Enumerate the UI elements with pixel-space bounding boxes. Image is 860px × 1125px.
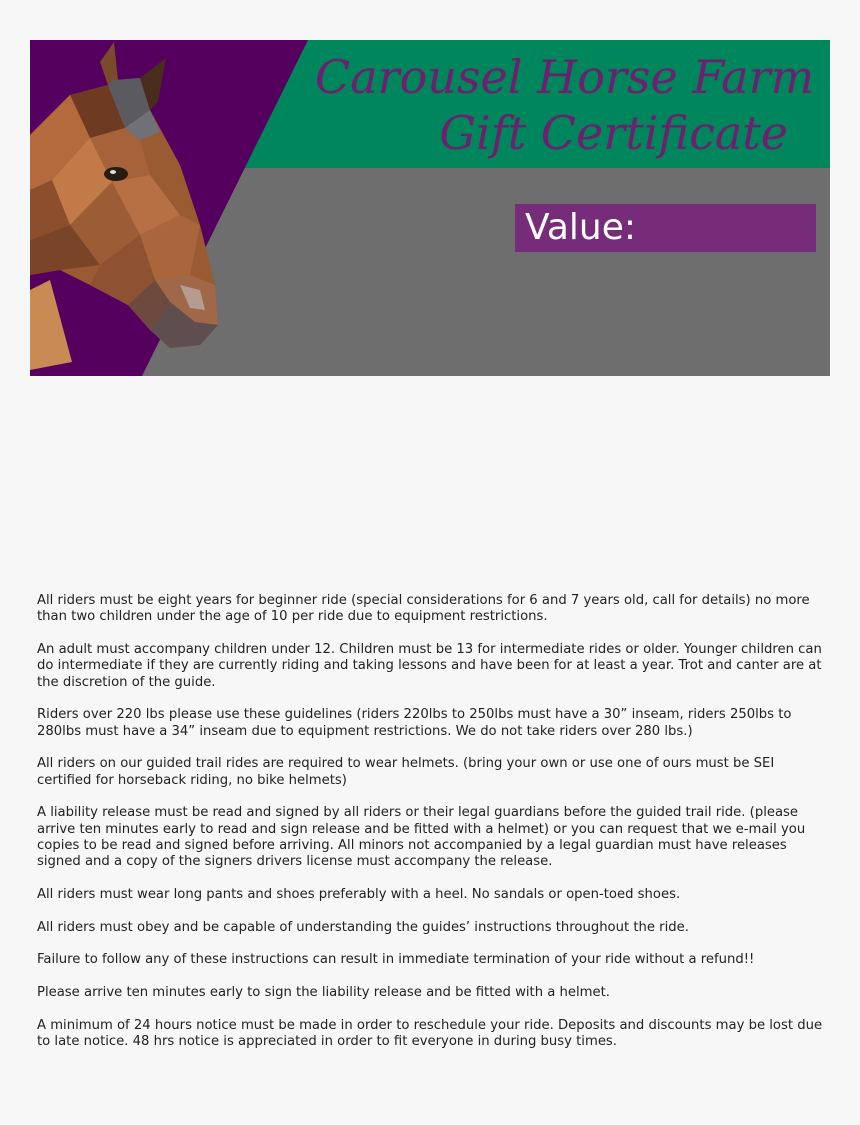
rule-paragraph: Riders over 220 lbs please use these guidelines (riders 220lbs to 250lbs must have a 30” inseam, riders 250lbs to 280lbs must have a 34” inseam due to equipment restrictions. We do not take riders over 280 lbs.) xyxy=(37,707,792,739)
rule-paragraph: All riders on our guided trail rides are required to wear helmets. (bring your own or use one of ours must be SEI certified for horseback riding, no bike helmets) xyxy=(37,756,775,788)
rule-paragraph: All riders must be eight years for beginner ride (special considerations for 6 and 7 years old, call for details) no more than two children under the age of 10 per ride due to equipment restrictions. xyxy=(37,593,810,625)
rule-paragraph: A liability release must be read and signed by all riders or their legal guardians before the guided trail ride. (please arrive ten minutes early to read and sign release and be fitted with a helmet) or you can request that we e-mail you copies to be read and signed before arriving. All minors not accompanied by a legal guardian must have releases signed and a copy of the signers drivers license must accompany the release. xyxy=(37,805,806,870)
certificate-title-line2: Gift Certificate xyxy=(439,106,788,160)
value-field[interactable] xyxy=(515,204,816,252)
rule-paragraph: A minimum of 24 hours notice must be made in order to reschedule your ride. Deposits and discounts may be lost due to late notice. 48 hrs notice is appreciated in order to fit everyone in during busy times. xyxy=(37,1017,823,1049)
rule-paragraph: All riders must wear long pants and shoes preferably with a heel. No sandals or open-toed shoes. xyxy=(37,886,681,902)
value-label: Value: xyxy=(525,207,636,248)
rule-paragraph: Failure to follow any of these instructions can result in immediate termination of your ride without a refund!! xyxy=(37,952,755,968)
certificate-title-line1: Carousel Horse Farm xyxy=(315,50,815,104)
rule-paragraph: All riders must obey and be capable of understanding the guides’ instructions throughout the ride. xyxy=(37,919,689,935)
rule-paragraph: Please arrive ten minutes early to sign the liability release and be fitted with a helmet. xyxy=(37,984,610,1000)
rules-list xyxy=(37,593,829,1067)
gift-certificate-banner xyxy=(30,40,830,376)
rule-paragraph: An adult must accompany children under 12. Children must be 13 for intermediate rides or older. Younger children can do intermediate if they are currently riding and taking lessons and have been for at least a year. Trot and canter are at the discretion of the guide. xyxy=(37,641,822,690)
